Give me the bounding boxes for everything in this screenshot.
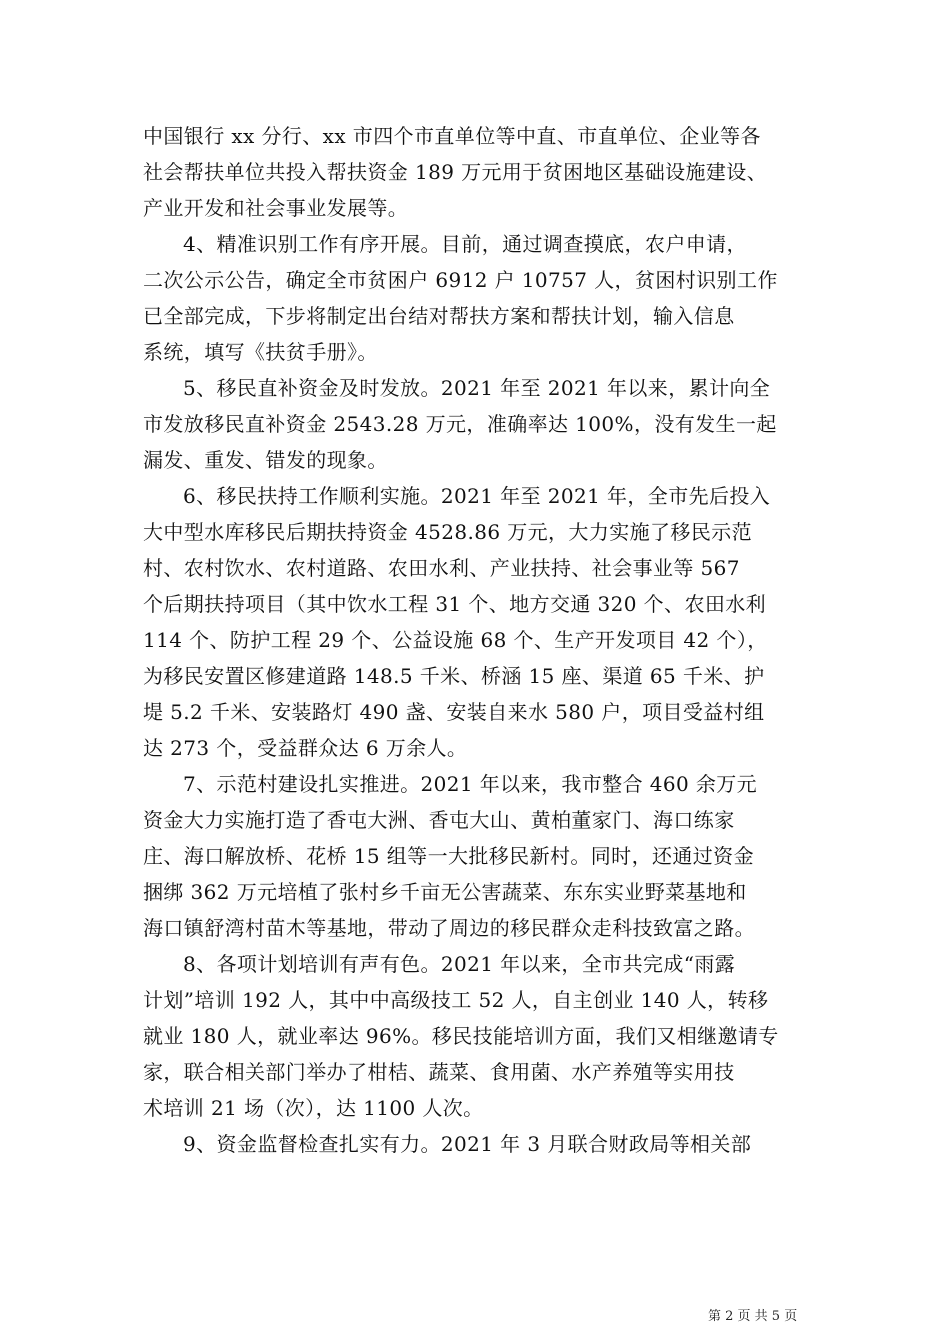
paragraph-continuation — [143, 118, 815, 226]
text-line: 庄、海口解放桥、花桥 15 组等一大批移民新村。同时，还通过资金 — [143, 844, 754, 868]
text-line: 114 个、防护工程 29 个、公益设施 68 个、生产开发项目 42 个）， — [143, 628, 768, 652]
text-line: 就业 180 人，就业率达 96%。移民技能培训方面，我们又相继邀请专 — [143, 1024, 779, 1048]
text-line: 社会帮扶单位共投入帮扶资金 189 万元用于贫困地区基础设施建设、 — [143, 160, 768, 184]
text-line: 个后期扶持项目（其中饮水工程 31 个、地方交通 320 个、农田水利 — [143, 592, 767, 616]
text-line: 产业开发和社会事业发展等。 — [143, 196, 409, 220]
text-line: 市发放移民直补资金 2543.28 万元，准确率达 100%，没有发生一起 — [143, 412, 777, 436]
paragraph-item-5 — [143, 370, 815, 478]
text-line: 8、各项计划培训有声有色。2021 年以来，全市共完成“雨露 — [183, 952, 736, 976]
text-line: 为移民安置区修建道路 148.5 千米、桥涵 15 座、渠道 65 千米、护 — [143, 664, 765, 688]
text-line: 大中型水库移民后期扶持资金 4528.86 万元，大力实施了移民示范 — [143, 520, 753, 544]
paragraph-item-9 — [143, 1126, 815, 1162]
text-line: 中国银行 xx 分行、xx 市四个市直单位等中直、市直单位、企业等各 — [143, 124, 761, 148]
text-line: 达 273 个，受益群众达 6 万余人。 — [143, 736, 468, 760]
text-line: 计划”培训 192 人，其中中高级技工 52 人，自主创业 140 人，转移 — [143, 988, 769, 1012]
text-line: 已全部完成，下步将制定出台结对帮扶方案和帮扶计划，输入信息 — [143, 304, 735, 328]
text-line: 6、移民扶持工作顺利实施。2021 年至 2021 年，全市先后投入 — [183, 484, 771, 508]
text-line: 二次公示公告，确定全市贫困户 6912 户 10757 人，贫困村识别工作 — [143, 268, 778, 292]
text-line: 家，联合相关部门举办了柑桔、蔬菜、食用菌、水产养殖等实用技 — [143, 1060, 735, 1084]
body-text — [143, 118, 815, 1162]
text-line: 村、农村饮水、农村道路、农田水利、产业扶持、社会事业等 567 — [143, 556, 740, 580]
text-line: 堤 5.2 千米、安装路灯 490 盏、安装自来水 580 户，项目受益村组 — [143, 700, 765, 724]
paragraph-item-4 — [143, 226, 815, 370]
text-line: 捆绑 362 万元培植了张村乡千亩无公害蔬菜、东东实业野菜基地和 — [143, 880, 747, 904]
text-line: 术培训 21 场（次），达 1100 人次。 — [143, 1096, 484, 1120]
text-line: 5、移民直补资金及时发放。2021 年至 2021 年以来，累计向全 — [183, 376, 771, 400]
text-line: 9、资金监督检查扎实有力。2021 年 3 月联合财政局等相关部 — [183, 1132, 752, 1156]
paragraph-item-6 — [143, 478, 815, 766]
text-line: 资金大力实施打造了香屯大洲、香屯大山、黄柏董家门、海口练家 — [143, 808, 735, 832]
text-line: 海口镇舒湾村苗木等基地，带动了周边的移民群众走科技致富之路。 — [143, 916, 755, 940]
paragraph-item-7 — [143, 766, 815, 946]
paragraph-item-8 — [143, 946, 815, 1126]
text-line: 系统，填写《扶贫手册》。 — [143, 340, 378, 364]
text-line: 4、精准识别工作有序开展。目前，通过调查摸底，农户申请， — [183, 232, 747, 256]
text-line: 7、示范村建设扎实推进。2021 年以来，我市整合 460 余万元 — [183, 772, 758, 796]
text-line: 漏发、重发、错发的现象。 — [143, 448, 388, 472]
page-number: 第 2 页 共 5 页 — [708, 1309, 798, 1324]
